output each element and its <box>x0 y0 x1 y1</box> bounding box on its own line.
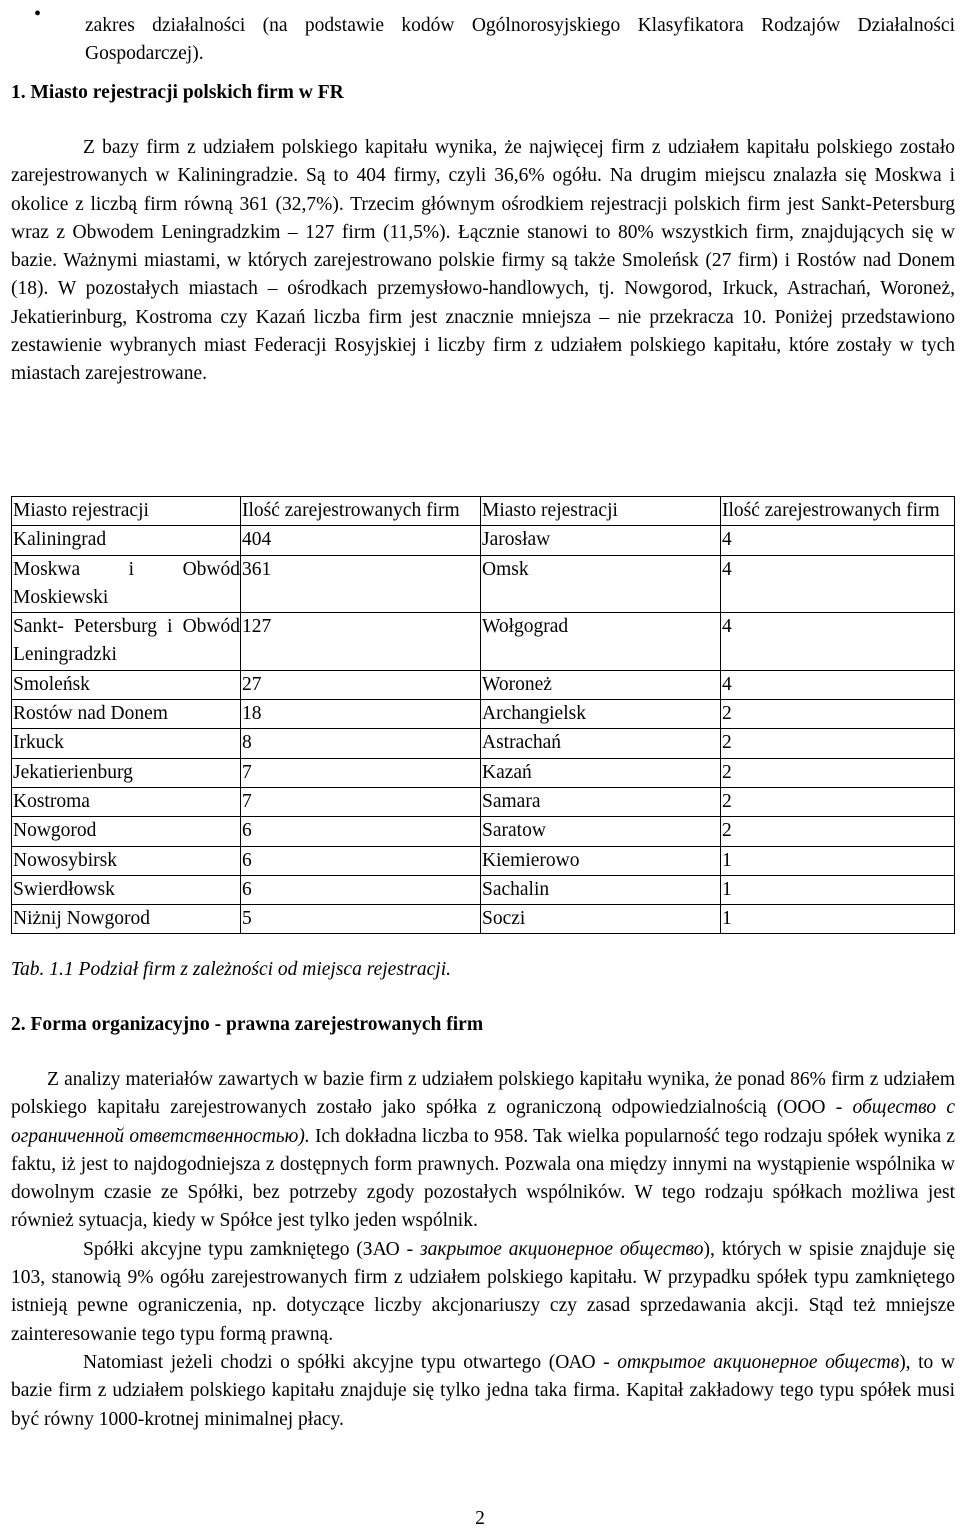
table-cell: 361 <box>241 555 481 613</box>
table-cell: 7 <box>241 787 481 816</box>
table-cell: 4 <box>721 613 955 671</box>
section-1-heading: 1. Miasto rejestracji polskich firm w FR <box>11 82 344 103</box>
table-cell: Sankt- Petersburg i Obwód Leningradzki <box>12 613 241 671</box>
table-cell: 5 <box>241 905 481 934</box>
table-cell: 1 <box>721 905 955 934</box>
table-caption: Tab. 1.1 Podział firm z zależności od miejsca rejestracji. <box>11 959 452 980</box>
section-2-paragraph-3 <box>11 1349 955 1434</box>
table-cell: 6 <box>241 875 481 904</box>
table-cell: Kostroma <box>12 787 241 816</box>
paragraph-text: Z analizy materiałów zawartych w bazie firm z udziałem polskiego kapitału wynika, że ponad 86% firm z udziałem polskiego kapitału zarejestrowanych zostało jako spółka z ograniczoną odpowiedzialnością (ООО - <box>11 1069 955 1119</box>
table-cell: Nowgorod <box>12 817 241 846</box>
table-cell: Jekatierienburg <box>12 758 241 787</box>
bullet-item <box>11 0 955 88</box>
table-cell: Swierdłowsk <box>12 875 241 904</box>
table-cell: 4 <box>721 555 955 613</box>
table-cell: 1 <box>721 846 955 875</box>
table-row <box>12 758 955 787</box>
table-header-cell: Ilość zarejestrowanych firm <box>721 497 955 526</box>
section-2-paragraph-2 <box>11 1236 955 1349</box>
section-1-paragraph: Z bazy firm z udziałem polskiego kapitału wynika, że najwięcej firm z udziałem kapitału polskiego zostało zarejestrowanych w Kaliningradzie. Są to 404 firmy, czyli 36,6% ogółu. Na drugim miejscu znalazła się Moskwa i okolice z liczbą firm równą 361 (32,7%). Trzecim głównym ośrodkiem rejestracji polskich firm jest Sankt-Petersburg wraz z Obwodem Leningradzkim – 127 firm (11,5%). Łącznie stanowi to 80% wszystkich firm, znajdujących się w bazie. Ważnymi miastami, w których zarejestrowano polskie firmy są także Smoleńsk (27 firm) i Rostów nad Donem (18). W pozostałych miastach – ośrodkach przemysłowo-handlowych, tj. Nowgorod, Irkuck, Astrachań, Woroneż, Jekatierinburg, Kostroma czy Kazań liczba firm jest znacznie mniejsza – nie przekracza 10. Poniżej przedstawiono zestawienie wybranych miast Federacji Rosyjskiej i liczby firm z udziałem polskiego kapitału, które zostały w tych miastach zarejestrowane. <box>11 137 955 385</box>
bullet-text: zakres działalności (na podstawie kodów Ogólnorosyjskiego Klasyfikatora Rodzajów Działalności Gospodarczej). <box>85 14 955 64</box>
table-cell: 1 <box>721 875 955 904</box>
table-row <box>12 555 955 613</box>
table-cell: Archangielsk <box>481 700 721 729</box>
section-2-paragraph-1 <box>11 1066 955 1236</box>
table-cell: 7 <box>241 758 481 787</box>
table-cell: 2 <box>721 787 955 816</box>
table-row <box>12 729 955 758</box>
table-header-cell: Ilość zarejestrowanych firm <box>241 497 481 526</box>
paragraph-text: Spółki akcyjne typu zamkniętego (ЗАО - <box>83 1238 420 1260</box>
table-cell: Kazań <box>481 758 721 787</box>
table-header-row <box>12 497 955 526</box>
table-cell: Wołgograd <box>481 613 721 671</box>
table-cell: Woroneż <box>481 670 721 699</box>
table-cell: 4 <box>721 526 955 555</box>
table-cell: 6 <box>241 817 481 846</box>
table-cell: 2 <box>721 700 955 729</box>
table-cell: Jarosław <box>481 526 721 555</box>
table-cell: 2 <box>721 729 955 758</box>
table-cell: Niżnij Nowgorod <box>12 905 241 934</box>
table-cell: Astrachań <box>481 729 721 758</box>
table-cell: Omsk <box>481 555 721 613</box>
paragraph-text: Ich dokładna liczba to 958. Tak wielka popularność tego rodzaju spółek wynika z faktu, iż jest to najdogodniejsza z dostępnych form prawnych. Pozwala ona między innymi na wystąpienie wspólnika w dowolnym czasie ze Spółki, bez potrzeby zgody pozostałych wspólników. W tego rodzaju spółkach możliwa jest również sytuacja, kiedy w Spółce jest tylko jeden wspólnik. <box>11 1125 955 1232</box>
table-header-cell: Miasto rejestracji <box>12 497 241 526</box>
table-cell: Rostów nad Donem <box>12 700 241 729</box>
russian-term: закрытое акционерное общество <box>419 1238 704 1260</box>
bullet-icon: • <box>34 3 42 25</box>
table-cell: 18 <box>241 700 481 729</box>
table-header-cell: Miasto rejestracji <box>481 497 721 526</box>
table-cell: 8 <box>241 729 481 758</box>
table-row <box>12 700 955 729</box>
table-cell: Smoleńsk <box>12 670 241 699</box>
table-cell: 27 <box>241 670 481 699</box>
table-row <box>12 846 955 875</box>
firms-table <box>11 496 955 934</box>
table-cell: Irkuck <box>12 729 241 758</box>
table-row <box>12 875 955 904</box>
table-cell: Samara <box>481 787 721 816</box>
table-cell: 2 <box>721 758 955 787</box>
section-2-body <box>11 1066 955 1434</box>
russian-term: общество с ограниченной ответственностью). <box>11 1097 955 1147</box>
table-cell: 6 <box>241 846 481 875</box>
table-cell: Moskwa i Obwód Moskiewski <box>12 555 241 613</box>
table-cell: Sachalin <box>481 875 721 904</box>
table-cell: 127 <box>241 613 481 671</box>
table-cell: 404 <box>241 526 481 555</box>
table-row <box>12 787 955 816</box>
page-number: 2 <box>475 1508 485 1529</box>
russian-term: открытое акционерное обществ <box>617 1351 900 1373</box>
table-row <box>12 817 955 846</box>
table-cell: Soczi <box>481 905 721 934</box>
table-row <box>12 526 955 555</box>
section-2-heading: 2. Forma organizacyjno - prawna zarejestrowanych firm <box>11 1014 484 1035</box>
paragraph-text: Natomiast jeżeli chodzi o spółki akcyjne typu otwartego (ОАО - <box>83 1351 618 1373</box>
paragraph-text: ), których w spisie znajduje się 103, stanowią 9% ogółu zarejestrowanych firm z udziałem polskiego kapitału. W przypadku spółek typu zamkniętego istnieją pewne ograniczenia, np. dotyczące liczby akcjonariuszy czy zasad sprzedawania akcji. Stąd też mniejsze zainteresowanie tego typu formą prawną. <box>11 1238 955 1345</box>
table-cell: Saratow <box>481 817 721 846</box>
table-row <box>12 670 955 699</box>
table-cell: 4 <box>721 670 955 699</box>
paragraph-text: ), to w bazie firm z udziałem polskiego kapitału znajduje się tylko jedna taka firma. Kapitał zakładowy tego typu spółek musi być równy 1000-krotnej minimalnej płacy. <box>11 1351 955 1430</box>
table-cell: Kiemierowo <box>481 846 721 875</box>
table-row <box>12 613 955 671</box>
table-cell: Nowosybirsk <box>12 846 241 875</box>
table-cell: Kaliningrad <box>12 526 241 555</box>
table-row <box>12 905 955 934</box>
table-cell: 2 <box>721 817 955 846</box>
